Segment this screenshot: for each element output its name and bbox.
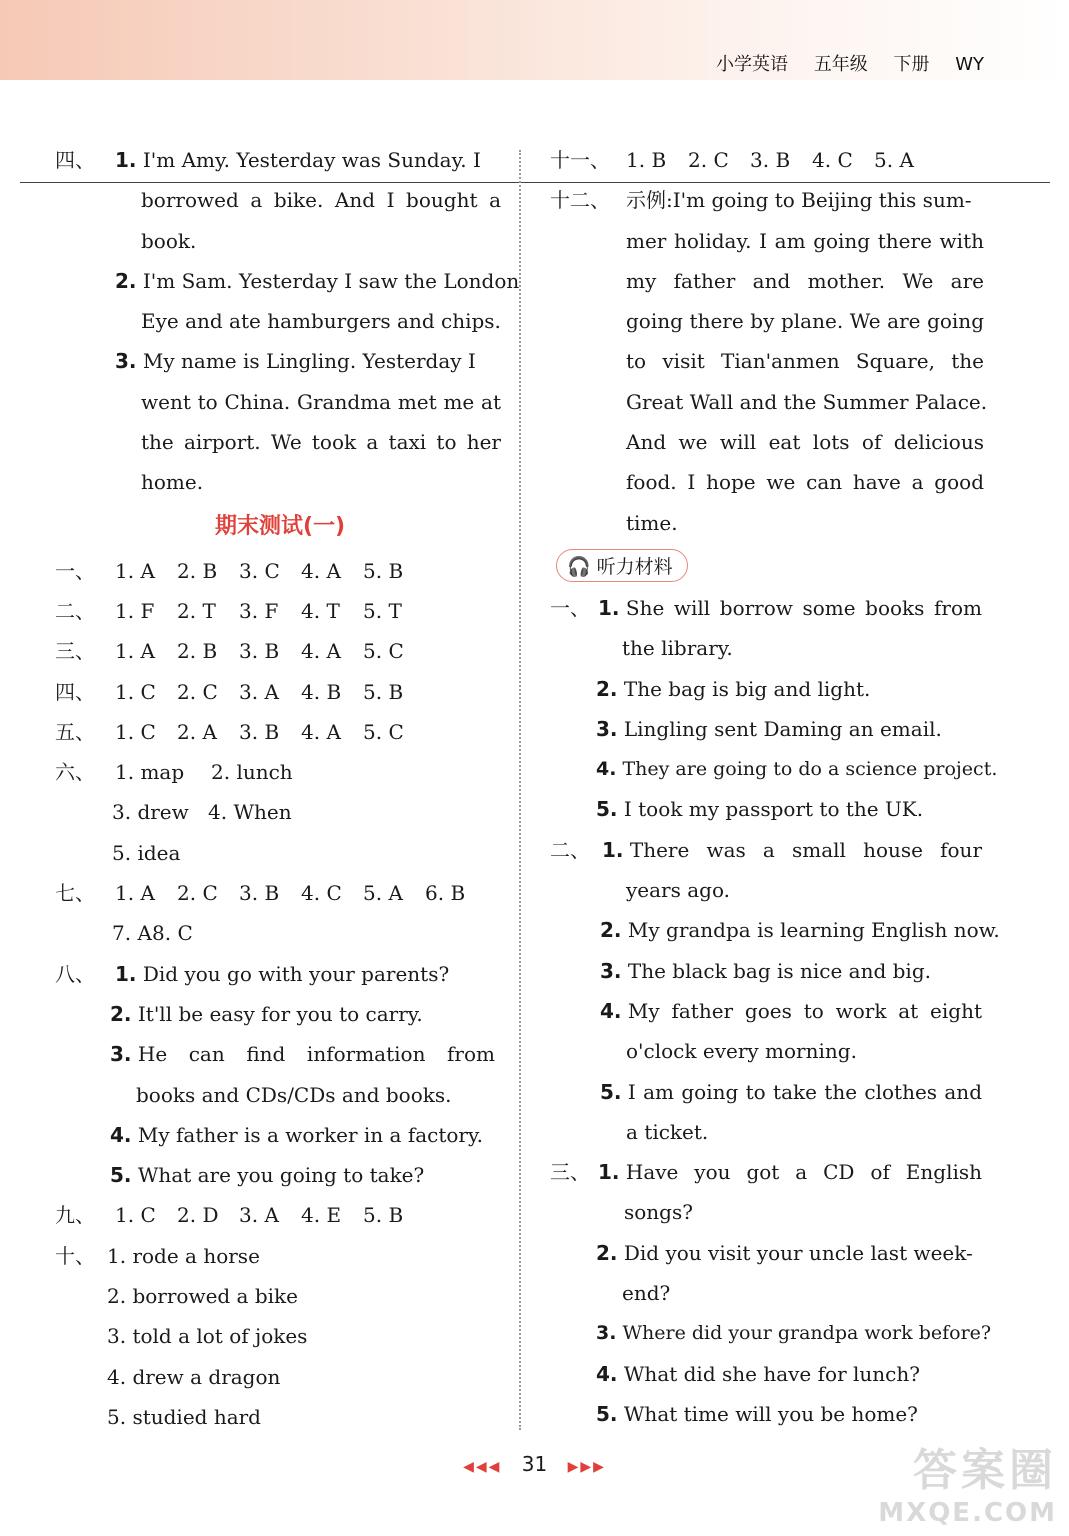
header-info — [696, 50, 984, 76]
answer-row: 十一、 1. B 2. C 3. B 4. C 5. A — [550, 148, 914, 172]
answer-line: 3. Lingling sent Daming an email. — [596, 716, 942, 741]
header-volume: 下册 — [893, 54, 930, 75]
listening-badge — [556, 543, 990, 588]
answer-line: Great Wall and the Summer Palace. — [626, 389, 988, 414]
answer-line: 2. The bag is big and light. — [596, 676, 871, 701]
triple-left-arrow-icon: ◀◀◀ — [463, 1459, 502, 1475]
answer-line: 2. It'll be easy for you to carry. — [110, 1001, 423, 1026]
answer-line: 2. borrowed a bike — [107, 1284, 298, 1309]
answer-line: to visit Tian'anmen Square, the — [626, 349, 984, 374]
answer-line: 5. What are you going to take? — [110, 1163, 425, 1188]
answer-row: 一、 1. A 2. B 3. C 4. A 5. B — [55, 558, 404, 583]
watermark — [878, 1434, 1057, 1528]
column-divider — [519, 150, 521, 1430]
answer-line: 二、 1. There was a small house four — [550, 837, 982, 862]
answer-line: 3. He can find information from — [110, 1042, 495, 1067]
answer-line: 5. What time will you be home? — [596, 1401, 918, 1426]
answer-line: Eye and ate hamburgers and chips. — [141, 309, 501, 334]
answer-line: 5. studied hard — [107, 1404, 261, 1429]
answer-line: 5. I took my passport to the UK. — [596, 797, 924, 822]
answer-line: 四、 1. I'm Amy. Yesterday was Sunday. I — [55, 148, 481, 172]
headphones-icon: 🎧 — [567, 555, 591, 578]
answer-line: 一、 1. She will borrow some books from — [550, 595, 982, 620]
answer-line: borrowed a bike. And I bought a — [141, 188, 501, 213]
answer-row: 二、 1. F 2. T 3. F 4. T 5. T — [55, 598, 402, 623]
answer-line: 3. told a lot of jokes — [107, 1324, 308, 1349]
answer-row: 三、 1. A 2. B 3. B 4. A 5. C — [55, 639, 404, 664]
answer-row: 七、 1. A 2. C 3. B 4. C 5. A 6. B — [55, 881, 466, 906]
left-column — [55, 140, 520, 1437]
answer-line: 八、 1. Did you go with your parents? — [55, 961, 450, 986]
answer-line: 5. I am going to take the clothes and — [600, 1079, 982, 1104]
answer-line: going there by plane. We are going — [626, 309, 984, 334]
answer-line: food. I hope we can have a good — [626, 470, 984, 495]
answer-line: 2. My grandpa is learning English now. — [600, 918, 1000, 943]
answer-line: the airport. We took a taxi to her — [141, 430, 501, 455]
header-grade: 五年级 — [813, 54, 868, 75]
answer-line: 十、 1. rode a horse — [55, 1243, 260, 1268]
answer-row: 5. idea — [112, 840, 181, 865]
answer-line: 2. Did you visit your uncle last week- — [596, 1240, 973, 1265]
triple-right-arrow-icon: ▶▶▶ — [567, 1459, 606, 1475]
answer-line: a ticket. — [626, 1119, 709, 1144]
watermark-url: MXQE.COM — [878, 1498, 1057, 1528]
answer-line: book. — [141, 228, 197, 253]
answer-row: 四、 1. C 2. C 3. A 4. B 5. B — [55, 679, 404, 704]
page-number: 31 — [521, 1452, 548, 1476]
answer-row: 3. drew 4. When — [112, 800, 292, 825]
answer-row: 7. A8. C — [112, 921, 193, 946]
answer-line: 4. My father is a worker in a factory. — [110, 1122, 483, 1147]
answer-line: songs? — [624, 1200, 693, 1225]
listening-label: 听力材料 — [596, 555, 673, 578]
answer-line: 4. drew a dragon — [107, 1364, 281, 1389]
answer-row: 六、 1. map 2. lunch — [55, 760, 293, 785]
answer-line: time. — [626, 510, 678, 535]
answer-row: 九、 1. C 2. D 3. A 4. E 5. B — [55, 1203, 404, 1228]
answer-line: years ago. — [626, 878, 731, 903]
right-column — [550, 140, 1000, 1434]
answer-line: 4. My father goes to work at eight — [600, 998, 982, 1023]
answer-line: 4. What did she have for lunch? — [596, 1361, 920, 1386]
header-edition: WY — [955, 54, 984, 75]
answer-line: my father and mother. We are — [626, 268, 984, 293]
watermark-logo: 答案圈 — [913, 1445, 1057, 1496]
exam-title: 期末测试(一) — [214, 513, 346, 539]
answer-line: And we will eat lots of delicious — [626, 430, 984, 455]
answer-line: 3. Where did your grandpa work before? — [596, 1322, 992, 1345]
answer-line: 3. My name is Lingling. Yesterday I — [115, 349, 476, 374]
answer-line: 十二、 示例:I'm going to Beijing this sum- — [550, 188, 972, 213]
answer-line: mer holiday. I am going there with — [626, 228, 984, 253]
answer-line: 2. I'm Sam. Yesterday I saw the London — [115, 268, 520, 293]
answer-line: books and CDs/CDs and books. — [136, 1082, 452, 1107]
answer-line: 三、 1. Have you got a CD of English — [550, 1160, 982, 1185]
answer-row: 五、 1. C 2. A 3. B 4. A 5. C — [55, 719, 404, 744]
header-subject: 小学英语 — [716, 54, 788, 75]
answer-line: end? — [622, 1281, 671, 1306]
answer-line: 3. The black bag is nice and big. — [600, 958, 931, 983]
answer-line: o'clock every morning. — [626, 1039, 857, 1064]
answer-line: the library. — [622, 636, 733, 661]
answer-line: went to China. Grandma met me at — [141, 389, 501, 414]
answer-line: home. — [141, 470, 204, 495]
answer-line: 4. They are going to do a science project. — [596, 758, 998, 781]
